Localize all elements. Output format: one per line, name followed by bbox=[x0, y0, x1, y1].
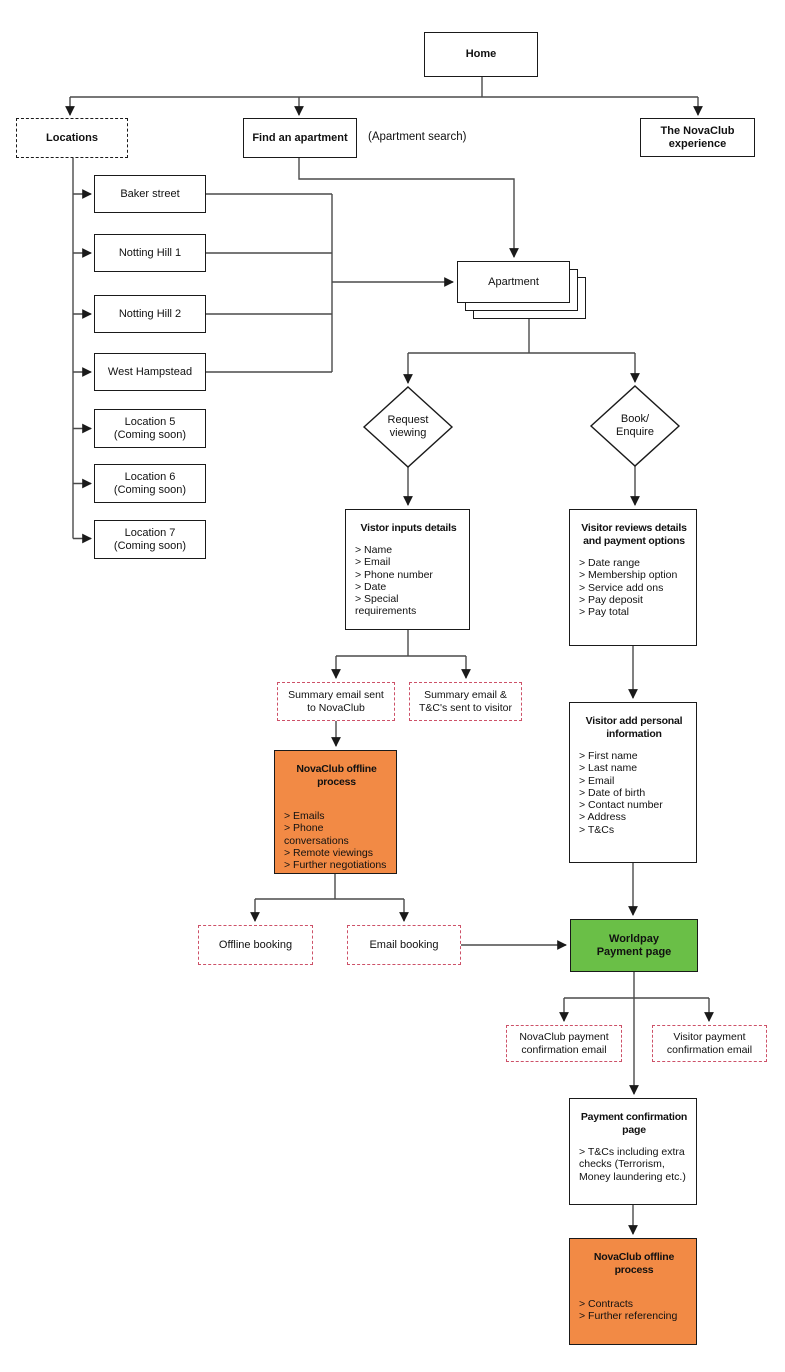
top-level-connectors bbox=[70, 77, 698, 115]
list-item: > Date range bbox=[579, 557, 641, 569]
node-notting-hill-2 bbox=[94, 295, 206, 333]
node-list bbox=[579, 557, 677, 618]
node-label: Location 7 bbox=[124, 526, 176, 539]
list-item: > Phone conversations bbox=[284, 822, 349, 847]
list-item: > Date bbox=[355, 580, 387, 593]
node-label: Apartment bbox=[488, 275, 539, 288]
node-offline-process-viewing bbox=[274, 750, 397, 874]
node-summary-email-novaclub bbox=[277, 682, 395, 721]
node-label: Visitor payment confirmation email bbox=[666, 1031, 753, 1056]
list-item: > Contact number bbox=[579, 799, 663, 812]
node-title: NovaClub offline process bbox=[296, 763, 377, 788]
list-item: > Phone number bbox=[355, 568, 433, 581]
node-label: Summary email sent to NovaClub bbox=[288, 689, 384, 714]
list-item: > Emails bbox=[284, 810, 325, 822]
node-label: West Hampstead bbox=[107, 365, 193, 378]
node-notting-hill-1 bbox=[94, 234, 206, 272]
node-worldpay-payment bbox=[570, 919, 698, 972]
node-sublabel: (Coming soon) bbox=[113, 483, 187, 496]
node-label: Home bbox=[465, 48, 497, 60]
note-apartment-search: (Apartment search) bbox=[368, 131, 467, 143]
list-item: > Service add ons bbox=[579, 581, 664, 594]
node-label: Offline booking bbox=[218, 938, 293, 951]
node-visitor-inputs bbox=[345, 509, 470, 630]
node-label: The NovaClub experience bbox=[660, 124, 735, 150]
node-payment-confirmation bbox=[569, 1098, 697, 1205]
node-label: Notting Hill 1 bbox=[118, 246, 182, 259]
node-label: Email booking bbox=[369, 938, 439, 951]
node-label: Location 6 bbox=[124, 470, 176, 483]
node-offline-booking bbox=[198, 925, 313, 965]
list-item: > Special requirements bbox=[355, 593, 417, 618]
node-label: Worldpay Payment page bbox=[596, 932, 672, 958]
node-label: Baker street bbox=[120, 187, 180, 200]
list-item: > Further negotiations bbox=[284, 859, 387, 872]
node-home bbox=[424, 32, 538, 77]
node-summary-email-visitor bbox=[409, 682, 522, 721]
node-body: > T&Cs including extra checks (Terrorism, Money laundering etc.) bbox=[579, 1146, 686, 1183]
list-item: > T&Cs bbox=[579, 823, 615, 836]
list-item: > Last name bbox=[579, 762, 638, 775]
node-list bbox=[355, 544, 462, 618]
find-apartment-connector bbox=[299, 158, 514, 257]
apartment-split-connectors bbox=[408, 319, 635, 383]
node-sublabel: (Coming soon) bbox=[113, 539, 187, 552]
node-location-6 bbox=[94, 464, 206, 503]
list-item: > Pay total bbox=[579, 606, 629, 619]
decision-book-enquire: Book/ Enquire bbox=[616, 413, 654, 438]
node-offline-process-booking bbox=[569, 1238, 697, 1345]
node-locations bbox=[16, 118, 128, 158]
node-title: Visitor reviews details and payment options bbox=[581, 522, 687, 547]
node-sublabel: (Coming soon) bbox=[113, 428, 187, 441]
list-item: > Email bbox=[579, 774, 615, 787]
node-email-booking bbox=[347, 925, 461, 965]
node-list bbox=[579, 750, 663, 836]
list-item: > Address bbox=[579, 811, 626, 824]
node-visitor-reviews bbox=[569, 509, 697, 646]
locations-to-apartment-connectors bbox=[206, 194, 453, 372]
node-location-7 bbox=[94, 520, 206, 559]
list-item: > Email bbox=[355, 556, 391, 569]
node-label: Find an apartment bbox=[252, 131, 348, 144]
node-west-hampstead bbox=[94, 353, 206, 391]
list-item: > First name bbox=[579, 750, 638, 762]
node-title: NovaClub offline process bbox=[593, 1251, 675, 1276]
node-find-apartment bbox=[243, 118, 357, 158]
decision-request-viewing: Request viewing bbox=[387, 414, 429, 439]
node-label: Location 5 bbox=[124, 415, 176, 428]
node-location-5 bbox=[94, 409, 206, 448]
node-list bbox=[284, 810, 389, 871]
list-item: > Date of birth bbox=[579, 786, 646, 799]
node-visitor-personal bbox=[569, 702, 697, 863]
list-item: > Pay deposit bbox=[579, 593, 643, 606]
list-item: > Name bbox=[355, 544, 393, 556]
node-novaclub-payment-email bbox=[506, 1025, 622, 1062]
list-item: > Remote viewings bbox=[284, 846, 373, 859]
list-item: > Further referencing bbox=[579, 1310, 678, 1323]
node-title: Visitor add personal information bbox=[585, 715, 683, 740]
node-baker-street bbox=[94, 175, 206, 213]
node-label: Locations bbox=[46, 131, 98, 144]
node-novaclub-experience bbox=[640, 118, 755, 157]
list-item: > Membership option bbox=[579, 569, 678, 582]
node-label: Notting Hill 2 bbox=[118, 307, 182, 320]
node-apartment bbox=[457, 261, 570, 303]
locations-bus-connectors bbox=[73, 158, 91, 539]
node-title: Vistor inputs details bbox=[360, 522, 457, 534]
node-list bbox=[579, 1298, 677, 1323]
node-label: Summary email & T&C's sent to visitor bbox=[418, 689, 513, 714]
list-item: > Contracts bbox=[579, 1298, 633, 1310]
node-label: NovaClub payment confirmation email bbox=[519, 1031, 609, 1056]
node-title: Payment confirmation page bbox=[580, 1111, 688, 1136]
node-visitor-payment-email bbox=[652, 1025, 767, 1062]
